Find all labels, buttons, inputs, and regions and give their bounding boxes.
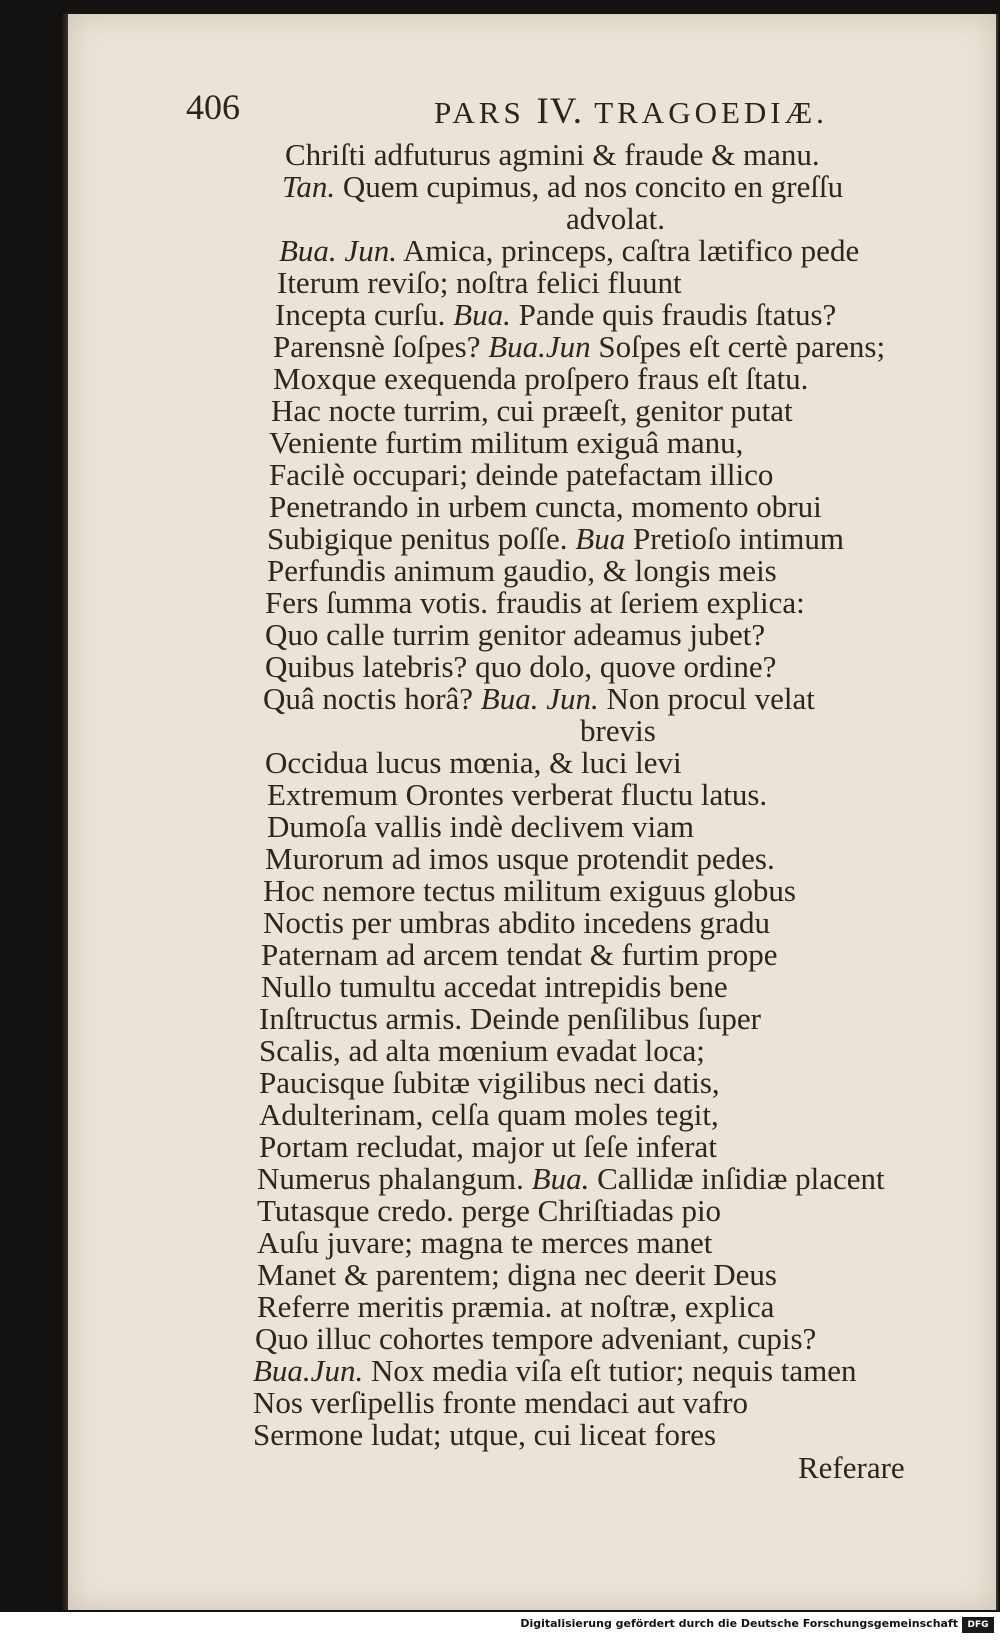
line-text: Noctis per umbras abdito incedens gradu bbox=[263, 905, 771, 940]
verse-line bbox=[269, 459, 773, 491]
line-text: Quo illuc cohortes tempore adveniant, cupis? bbox=[255, 1321, 817, 1356]
running-title-pars: PARS bbox=[434, 95, 525, 130]
line-text: Quo calle turrim genitor adeamus jubet? bbox=[265, 617, 766, 652]
verse-text bbox=[68, 14, 996, 1610]
book-page bbox=[68, 14, 998, 1610]
verse-line bbox=[285, 139, 820, 171]
verse-line bbox=[259, 1067, 720, 1099]
verse-line bbox=[279, 235, 859, 267]
line-text: Parensnè ſoſpes? bbox=[273, 329, 481, 364]
verse-line bbox=[265, 843, 775, 875]
line-text: Penetrando in urbem cuncta, momento obrui bbox=[269, 489, 822, 524]
line-text: Chriſti adfuturus agmini & fraude & manu. bbox=[285, 137, 820, 172]
line-text: Paucisque ſubitæ vigilibus neci datis, bbox=[259, 1065, 720, 1100]
line-text: Nox media viſa eſt tutior; nequis tamen bbox=[370, 1353, 857, 1388]
verse-line bbox=[265, 651, 776, 683]
line-text: Soſpes eſt certè parens; bbox=[598, 329, 886, 364]
line-text: Hac nocte turrim, cui præeſt, genitor putat bbox=[271, 393, 793, 428]
verse-line bbox=[273, 363, 808, 395]
verse-line bbox=[263, 683, 815, 715]
line-text: Quibus latebris? quo dolo, quove ordine? bbox=[265, 649, 777, 684]
verse-line bbox=[253, 1355, 857, 1387]
line-text: Non procul velat bbox=[606, 681, 815, 716]
line-text: Numerus phalangum. bbox=[257, 1161, 524, 1196]
speaker-label: Bua. Jun. bbox=[279, 233, 397, 268]
line-text: Incepta curſu. bbox=[275, 297, 446, 332]
line-text: Perfundis animum gaudio, & longis meis bbox=[267, 553, 777, 588]
line-text: Manet & parentem; digna nec deerit Deus bbox=[257, 1257, 777, 1292]
line-text: advolat. bbox=[566, 201, 665, 236]
line-text: Quâ noctis horâ? bbox=[263, 681, 474, 716]
verse-line bbox=[259, 1035, 705, 1067]
line-text: Amica, princeps, caſtra lætifico pede bbox=[403, 233, 860, 268]
running-title-tragoediae: TRAGOEDIÆ. bbox=[594, 95, 828, 130]
verse-line bbox=[269, 491, 822, 523]
verse-line bbox=[273, 331, 885, 363]
verse-line bbox=[263, 875, 796, 907]
dfg-logo: DFG bbox=[962, 1617, 994, 1633]
line-text: Inſtructus armis. Deinde penſilibus ſuper bbox=[259, 1001, 761, 1036]
catchword: Referare bbox=[798, 1450, 905, 1485]
line-text: Extremum Orontes verberat fluctu latus. bbox=[267, 777, 768, 812]
verse-line bbox=[265, 747, 682, 779]
verse-line bbox=[261, 939, 777, 971]
line-text: brevis bbox=[580, 713, 656, 748]
line-text: Tutasque credo. perge Chriſtiadas pio bbox=[257, 1193, 722, 1228]
verse-line bbox=[259, 1131, 717, 1163]
line-text: Hoc nemore tectus militum exiguus globus bbox=[263, 873, 796, 908]
line-text: Pretioſo intimum bbox=[632, 521, 844, 556]
speaker-label: Bua. Jun. bbox=[480, 681, 599, 716]
line-text: Moxque exequenda proſpero fraus eſt ſtatu. bbox=[273, 361, 809, 396]
verse-line bbox=[267, 811, 694, 843]
verse-line bbox=[257, 1259, 777, 1291]
verse-line bbox=[257, 1227, 712, 1259]
verse-line bbox=[265, 619, 765, 651]
verse-line bbox=[255, 1323, 816, 1355]
verse-line bbox=[277, 267, 682, 299]
line-text: Paternam ad arcem tendat & furtim prope bbox=[261, 937, 778, 972]
speaker-label: Bua.Jun. bbox=[253, 1353, 364, 1388]
verse-line bbox=[263, 907, 770, 939]
line-text: Callidæ inſidiæ placent bbox=[597, 1161, 885, 1196]
line-text: Facilè occupari; deinde patefactam illico bbox=[269, 457, 774, 492]
line-text: Nullo tumultu accedat intrepidis bene bbox=[261, 969, 728, 1004]
line-text: Veniente furtim militum exiguâ manu, bbox=[269, 425, 744, 460]
verse-line bbox=[269, 427, 743, 459]
verse-line bbox=[566, 203, 665, 235]
verse-line bbox=[275, 299, 836, 331]
verse-line bbox=[267, 555, 777, 587]
line-text: Auſu juvare; magna te merces manet bbox=[257, 1225, 713, 1260]
line-text: Fers ſumma votis. fraudis at ſeriem explica: bbox=[265, 585, 805, 620]
line-text: Nos verſipellis fronte mendaci aut vafro bbox=[253, 1385, 748, 1420]
speaker-label: Bua. bbox=[453, 297, 511, 332]
speaker-label: Bua. bbox=[531, 1161, 590, 1196]
funding-notice: Digitalisierung gefördert durch die Deutsche Forschungsgemeinschaft bbox=[520, 1617, 958, 1630]
footer-bar bbox=[0, 1612, 1000, 1640]
verse-line bbox=[261, 971, 728, 1003]
line-text: Iterum reviſo; noſtra felici fluunt bbox=[277, 265, 682, 300]
line-text: Sermone ludat; utque, cui liceat fores bbox=[253, 1417, 717, 1452]
speaker-label: Bua.Jun bbox=[488, 329, 591, 364]
verse-line bbox=[267, 523, 844, 555]
verse-line bbox=[257, 1163, 885, 1195]
speaker-label: Tan. bbox=[282, 169, 336, 204]
verse-line bbox=[267, 779, 767, 811]
line-text: Referre meritis præmia. at noſtræ, explica bbox=[257, 1289, 775, 1324]
verse-line bbox=[265, 587, 805, 619]
verse-line bbox=[259, 1099, 719, 1131]
verse-line bbox=[282, 171, 843, 203]
line-text: Pande quis fraudis ſtatus? bbox=[518, 297, 837, 332]
line-text: Subigique penitus poſſe. bbox=[267, 521, 568, 556]
speaker-label: Bua bbox=[575, 521, 626, 556]
verse-line bbox=[253, 1387, 748, 1419]
verse-line bbox=[257, 1195, 721, 1227]
line-text: Murorum ad imos usque protendit pedes. bbox=[265, 841, 775, 876]
line-text: Adulterinam, celſa quam moles tegit, bbox=[259, 1097, 719, 1132]
verse-line bbox=[253, 1419, 716, 1451]
running-title-roman: IV. bbox=[536, 91, 583, 132]
verse-line bbox=[580, 715, 656, 747]
verse-line bbox=[257, 1291, 774, 1323]
line-text: Quem cupimus, ad nos concito en greſſu bbox=[342, 169, 844, 204]
line-text: Dumoſa vallis indè declivem viam bbox=[267, 809, 695, 844]
line-text: Occidua lucus mœnia, & luci levi bbox=[265, 745, 682, 780]
page-number: 406 bbox=[186, 87, 240, 127]
book-gutter bbox=[60, 14, 68, 1610]
line-text: Scalis, ad alta mœnium evadat loca; bbox=[259, 1033, 705, 1068]
verse-line bbox=[259, 1003, 761, 1035]
verse-line bbox=[271, 395, 793, 427]
line-text: Portam recludat, major ut ſeſe inferat bbox=[259, 1129, 717, 1164]
